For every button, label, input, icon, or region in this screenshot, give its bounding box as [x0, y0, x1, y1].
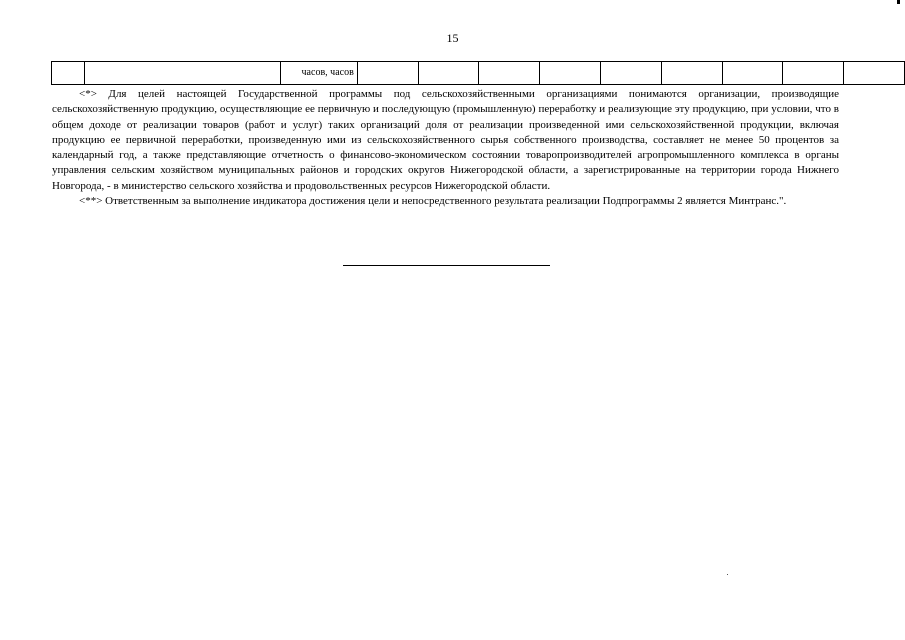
footnotes [52, 87, 839, 209]
table-cell [722, 62, 783, 85]
scan-corner-mark [897, 0, 900, 4]
table-cell [600, 62, 661, 85]
footnote-1: <*> Для целей настоящей Государственной программы под сельскохозяйственными организациями понимаются организации, производящие сельскохозяйственную продукцию, осуществляющие ее первичную и последующую (промышленную) переработку и реализующие эту продукцию, при условии, что в общем доходе от реализации товаров (работ и услуг) таких организаций доля от реализации произведенной ими сельскохозяйственной продукции, включая продукцию ее первичной переработки, произведенную ими из сельскохозяйственного сырья собственного производства, составляет не менее 50 процентов за календарный год, а также представляющие отчетность о финансово-экономическом состоянии товаропроизводителей агропромышленного комплекса в органы управления сельским хозяйством муниципальных районов и городских округов Нижегородской области, а зарегистрированные на территории города Нижнего Новгорода, - в министерство сельского хозяйства и продовольственных ресурсов Нижегородской области. [52, 88, 839, 192]
end-of-document-rule [343, 265, 550, 266]
table-cell [85, 62, 281, 85]
table-cell [783, 62, 844, 85]
indicator-table [51, 61, 905, 85]
table-cell [418, 62, 479, 85]
page-number: 15 [446, 31, 459, 45]
table-cell [479, 62, 540, 85]
table-cell [844, 62, 905, 85]
table-cell [52, 62, 85, 85]
table-row [52, 62, 905, 85]
table-cell [540, 62, 601, 85]
footnote-2: <**> Ответственным за выполнение индикатора достижения цели и непосредственного результата реализации Подпрограммы 2 является Минтранс.". [79, 195, 787, 208]
unit-cell: часов, часов [281, 62, 358, 85]
table-cell [661, 62, 722, 85]
scan-speck [727, 574, 728, 575]
table-cell [357, 62, 418, 85]
